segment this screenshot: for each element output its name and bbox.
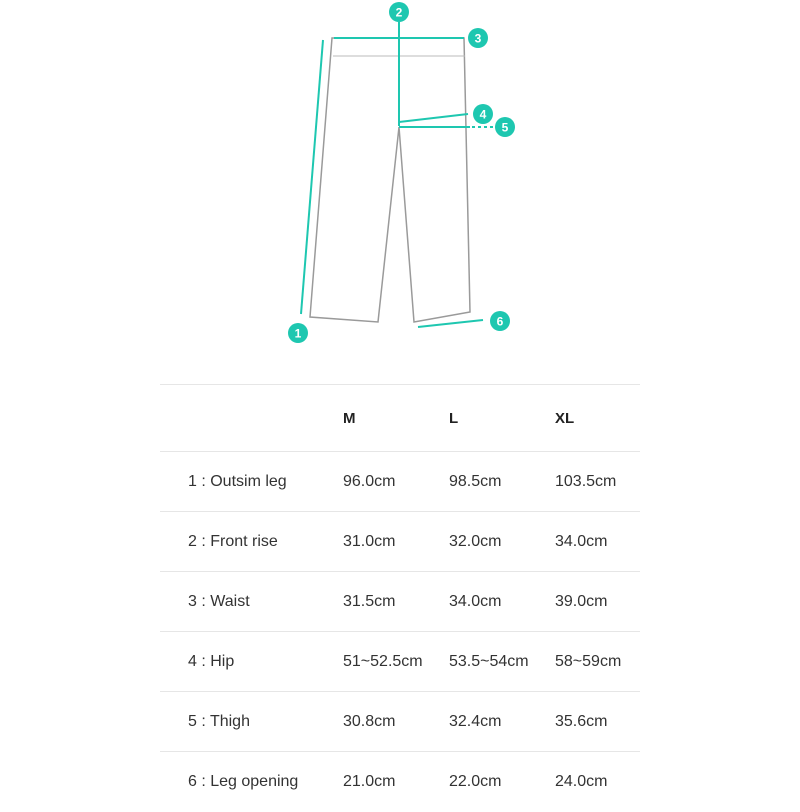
value-xl: 58~59cm xyxy=(555,652,622,670)
value-l: 98.5cm xyxy=(449,472,502,490)
table-row-hip xyxy=(160,632,640,692)
table-row-thigh xyxy=(160,692,640,752)
value-m: 21.0cm xyxy=(343,772,396,790)
header-empty-cell xyxy=(160,385,343,452)
row-label: 4 : Hip xyxy=(188,652,235,670)
value-xl: 39.0cm xyxy=(555,592,608,610)
svg-text:3: 3 xyxy=(474,31,482,46)
hip-line xyxy=(399,114,468,122)
size-header-m: M xyxy=(343,409,356,427)
marker-1 xyxy=(288,323,308,343)
value-l: 53.5~54cm xyxy=(449,652,529,670)
value-m: 51~52.5cm xyxy=(343,652,423,670)
table-row-waist xyxy=(160,572,640,632)
table-row-leg-opening xyxy=(160,752,640,812)
row-label: 3 : Waist xyxy=(188,592,250,610)
marker-6 xyxy=(490,311,510,331)
value-m: 30.8cm xyxy=(343,712,396,730)
row-label: 2 : Front rise xyxy=(188,532,278,550)
svg-text:5: 5 xyxy=(501,120,509,135)
leg-opening-line xyxy=(418,320,483,327)
value-m: 31.0cm xyxy=(343,532,396,550)
svg-text:2: 2 xyxy=(395,5,403,20)
marker-2 xyxy=(389,2,409,22)
value-l: 34.0cm xyxy=(449,592,502,610)
outseam-line xyxy=(301,40,323,314)
value-xl: 103.5cm xyxy=(555,472,617,490)
row-label: 6 : Leg opening xyxy=(188,772,299,790)
row-label: 5 : Thigh xyxy=(188,712,250,730)
value-m: 31.5cm xyxy=(343,592,396,610)
size-header-l: L xyxy=(449,409,459,427)
table-row-front-rise xyxy=(160,512,640,572)
value-xl: 34.0cm xyxy=(555,532,608,550)
value-l: 32.4cm xyxy=(449,712,502,730)
row-label: 1 : Outsim leg xyxy=(188,472,287,490)
value-l: 22.0cm xyxy=(449,772,502,790)
table-header-row xyxy=(160,385,640,452)
marker-3 xyxy=(468,28,488,48)
marker-5 xyxy=(495,117,515,137)
pants-outline xyxy=(310,38,470,322)
value-m: 96.0cm xyxy=(343,472,396,490)
svg-text:1: 1 xyxy=(294,326,302,341)
marker-4 xyxy=(473,104,493,124)
value-xl: 35.6cm xyxy=(555,712,608,730)
table-row-outseam xyxy=(160,452,640,512)
pants-measurement-diagram xyxy=(0,0,800,370)
size-chart-table xyxy=(160,384,640,812)
size-header-xl: XL xyxy=(555,409,575,427)
value-xl: 24.0cm xyxy=(555,772,608,790)
svg-text:4: 4 xyxy=(479,107,487,122)
value-l: 32.0cm xyxy=(449,532,502,550)
svg-text:6: 6 xyxy=(496,314,504,329)
